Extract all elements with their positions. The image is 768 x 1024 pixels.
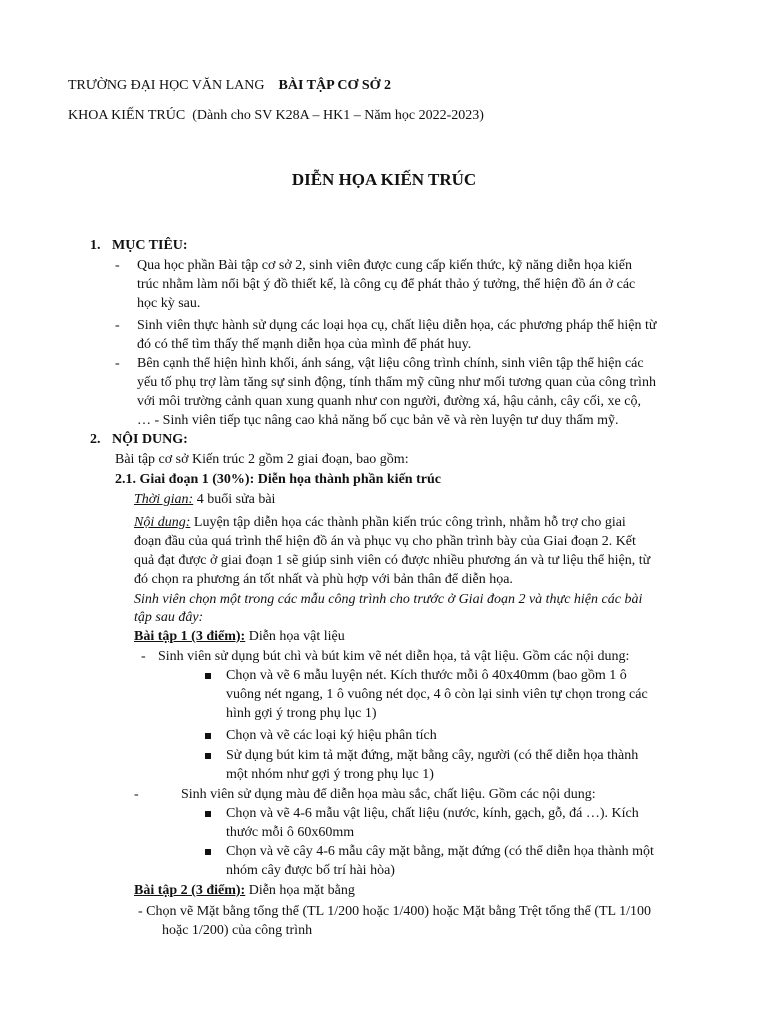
section-2-number: 2. [90,432,101,447]
exercise-1-dash-1: Sinh viên sử dụng bút chì và bút kim vẽ nét diễn họa, tả vật liệu. Gồm các nội dung: [158,649,630,664]
course-name: BÀI TẬP CƠ SỞ 2 [278,78,392,93]
dash: - [141,649,146,664]
section-2-intro: Bài tập cơ sở Kiến trúc 2 gồm 2 giai đoạn, bao gồm: [115,452,409,467]
exercise-1-label: Bài tập 1 (3 điểm): [134,629,246,644]
section-2-heading: NỘI DUNG: [112,432,188,447]
ex1-sub1-item1-line2: vuông nét ngang, 1 ô vuông nét dọc, 4 ô còn lại sinh viên tự chọn trong các [226,687,648,702]
ex1-sub1-item3-line1: Sử dụng bút kim tả mặt đứng, mặt bằng cây, người (có thể diễn họa thành [226,748,639,763]
dash: - [115,318,120,333]
exercise-1-heading [134,627,345,647]
ex1-sub2-item1-line1: Chọn và vẽ 4-6 mẫu vật liệu, chất liệu (nước, kính, gạch, gỗ, đá …). Kích [226,806,639,821]
time-value: 4 buổi sửa bài [193,492,276,507]
page-title: DIỄN HỌA KIẾN TRÚC [291,170,477,189]
content-line-3: quả đạt được ở giai đoạn 1 sẽ giúp sinh viên có được nhiều phương án và tư liệu thể hiện, từ [134,553,651,568]
dash: - [115,356,120,371]
objective-3-line-4: … - Sinh viên tiếp tục nâng cao khả năng bố cục bản vẽ và rèn luyện tư duy thẩm mỹ. [137,413,619,428]
exercise-2-line-1: - Chọn vẽ Mặt bằng tổng thể (TL 1/200 hoặc 1/400) hoặc Mặt bằng Trệt tổng thể (TL 1/100 [138,904,651,919]
header-line-1 [68,76,391,96]
bullet-icon [205,811,211,817]
exercise-2-heading [134,881,355,901]
objective-3-line-3: với môi trường cảnh quan xung quanh như con người, đường xá, hậu cảnh, cây cối, xe cộ, [137,394,641,409]
content-row-1 [134,513,626,533]
objective-2-line-1: Sinh viên thực hành sử dụng các loại họa cụ, chất liệu diễn họa, các phương pháp thể hiện từ [137,318,657,333]
bullet-icon [205,733,211,739]
choose-line-2: tập sau đây: [134,610,204,625]
faculty-name: KHOA KIẾN TRÚC [68,108,186,123]
objective-1-line-2: trúc nhằm làm nổi bật ý đồ thiết kế, là công cụ để phát thảo ý tưởng, thể hiện đồ án ở các [137,277,636,292]
exercise-1-dash-2: Sinh viên sử dụng màu để diễn họa màu sắc, chất liệu. Gồm các nội dung: [181,787,596,802]
time-label: Thời gian: [134,492,194,507]
ex1-sub1-item1-line3: hình gợi ý trong phụ lục 1) [226,706,377,721]
choose-line-1: Sinh viên chọn một trong các mẫu công trình cho trước ở Giai đoạn 2 và thực hiện các bài [134,592,643,607]
content-label: Nội dung: [134,515,191,530]
bullet-icon [205,753,211,759]
audience-note: (Dành cho SV K28A – HK1 – Năm học 2022-2023) [192,108,484,123]
objective-3-line-1: Bên cạnh thể hiện hình khối, ánh sáng, vật liệu công trình chính, sinh viên tập thể hiện các [137,356,644,371]
stage-1-heading: 2.1. Giai đoạn 1 (30%): Diễn họa thành phần kiến trúc [115,472,441,487]
ex1-sub2-item2-line2: nhóm cây được bố trí hài hòa) [226,863,395,878]
school-name: TRƯỜNG ĐẠI HỌC VĂN LANG [68,78,265,93]
section-1-number: 1. [90,238,101,253]
header-line-2 [68,106,484,126]
section-1-heading: MỤC TIÊU: [112,238,188,253]
content-line-2: đoạn đầu của quá trình thể hiện đồ án và phục vụ cho phần trình bày của Giai đoạn 2. Kết [134,534,636,549]
objective-1-line-1: Qua học phần Bài tập cơ sở 2, sinh viên được cung cấp kiến thức, kỹ năng diễn họa kiến [137,258,632,273]
ex1-sub2-item1-line2: thước mỗi ô 60x60mm [226,825,355,840]
ex1-sub1-item3-line2: một nhóm như gợi ý trong phụ lục 1) [226,767,434,782]
ex1-sub1-item1-line1: Chọn và vẽ 6 mẫu luyện nét. Kích thước mỗi ô 40x40mm (bao gồm 1 ô [226,668,627,683]
time-row [134,490,275,510]
ex1-sub1-item2-line1: Chọn và vẽ các loại ký hiệu phân tích [226,728,437,743]
content-line-4: đó chọn ra phương án tốt nhất và phù hợp với bản thân để diễn họa. [134,572,513,587]
bullet-icon [205,849,211,855]
objective-2-line-2: đó có thể tìm thấy thế mạnh diễn họa của mình để phát huy. [137,337,472,352]
objective-1-line-3: học kỳ sau. [137,296,201,311]
exercise-2-title: Diễn họa mặt bằng [245,883,355,898]
objective-3-line-2: yếu tố phụ trợ làm tăng sự sinh động, tính thẩm mỹ cũng như mối tương quan của công trình [137,375,656,390]
dash: - [134,787,139,802]
dash: - [115,258,120,273]
exercise-2-line-2: hoặc 1/200) của công trình [162,923,313,938]
bullet-icon [205,673,211,679]
exercise-2-label: Bài tập 2 (3 điểm): [134,883,246,898]
exercise-1-title: Diễn họa vật liệu [245,629,345,644]
ex1-sub2-item2-line1: Chọn và vẽ cây 4-6 mẫu cây mặt bằng, mặt đứng (có thể diễn họa thành một [226,844,654,859]
content-line-1: Luyện tập diễn họa các thành phần kiến trúc công trình, nhằm hỗ trợ cho giai [190,515,626,530]
